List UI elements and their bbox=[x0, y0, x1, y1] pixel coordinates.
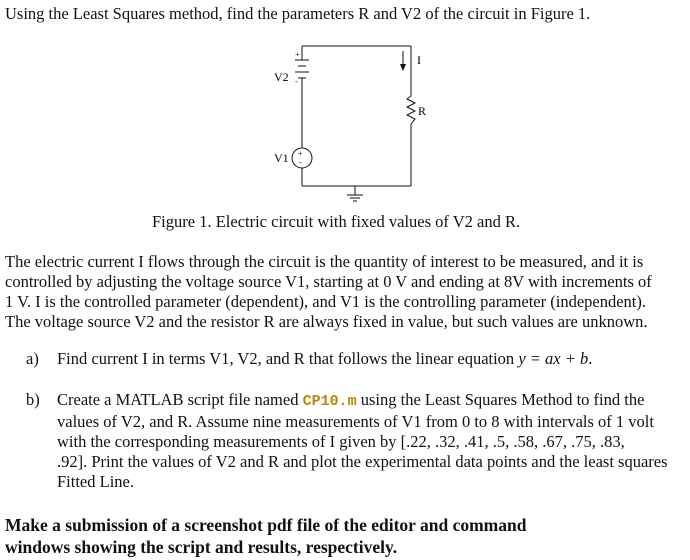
item-a-text bbox=[57, 349, 592, 369]
item-a-label: a) bbox=[26, 349, 39, 368]
label-v2: V2 bbox=[274, 70, 289, 84]
ground-symbol bbox=[347, 186, 363, 201]
label-v2-plus: + bbox=[295, 50, 300, 59]
item-b-line bbox=[57, 390, 668, 412]
item-a bbox=[0, 349, 690, 371]
circuit-figure bbox=[255, 38, 455, 216]
item-b-text bbox=[57, 390, 668, 492]
label-v1: V1 bbox=[274, 151, 289, 165]
item-b-line1-after: using the Least Squares Method to find the bbox=[356, 390, 645, 409]
footer-line: windows showing the script and results, respectively. bbox=[5, 537, 398, 557]
label-i: I bbox=[417, 53, 421, 67]
paragraph-line: The electric current I flows through the circuit is the quantity of interest to be measured, and it is bbox=[5, 252, 644, 271]
item-b-line: values of V2, and R. Assume nine measurements of V1 from 0 to 8 with intervals of 1 volt bbox=[57, 412, 654, 431]
description-paragraph bbox=[5, 252, 687, 332]
item-b-line: .92]. Print the values of V2 and R and plot the experimental data points and the least squares bbox=[57, 452, 668, 471]
item-b-line1-before: Create a MATLAB script file named bbox=[57, 390, 303, 409]
item-b bbox=[0, 390, 690, 495]
current-arrow-head-icon bbox=[400, 64, 406, 71]
item-b-label: b) bbox=[26, 390, 40, 409]
intro-text: Using the Least Squares method, find the parameters R and V2 of the circuit in Figure 1. bbox=[5, 4, 591, 23]
paragraph-line: controlled by adjusting the voltage source V1, starting at 0 V and ending at 8V with increments of bbox=[5, 272, 652, 291]
paragraph-line: 1 V. I is the controlled parameter (dependent), and V1 is the controlling parameter (independent). bbox=[5, 292, 647, 311]
label-v2-minus: - bbox=[295, 77, 298, 86]
label-r: R bbox=[418, 104, 427, 118]
linear-equation: y = ax + b bbox=[518, 349, 589, 368]
script-filename: CP10.m bbox=[302, 393, 357, 410]
paragraph-line: The voltage source V2 and the resistor R are always fixed in value, but such values are unknown. bbox=[5, 312, 648, 331]
submission-instructions bbox=[5, 514, 526, 558]
label-v1-minus: - bbox=[299, 158, 302, 167]
item-a-text-before: Find current I in terms V1, V2, and R that follows the linear equation bbox=[57, 349, 519, 368]
footer-line: Make a submission of a screenshot pdf file of the editor and command bbox=[5, 515, 527, 535]
resistor-symbol bbox=[407, 96, 415, 124]
item-b-line: with the corresponding measurements of I given by [.22, .32, .41, .5, .58, .67, .75, .83, bbox=[57, 432, 625, 451]
item-b-line: Fitted Line. bbox=[57, 472, 134, 491]
label-v1-plus: + bbox=[298, 149, 303, 158]
figure-caption: Figure 1. Electric circuit with fixed values of V2 and R. bbox=[152, 212, 521, 231]
item-a-text-after: . bbox=[588, 349, 593, 368]
